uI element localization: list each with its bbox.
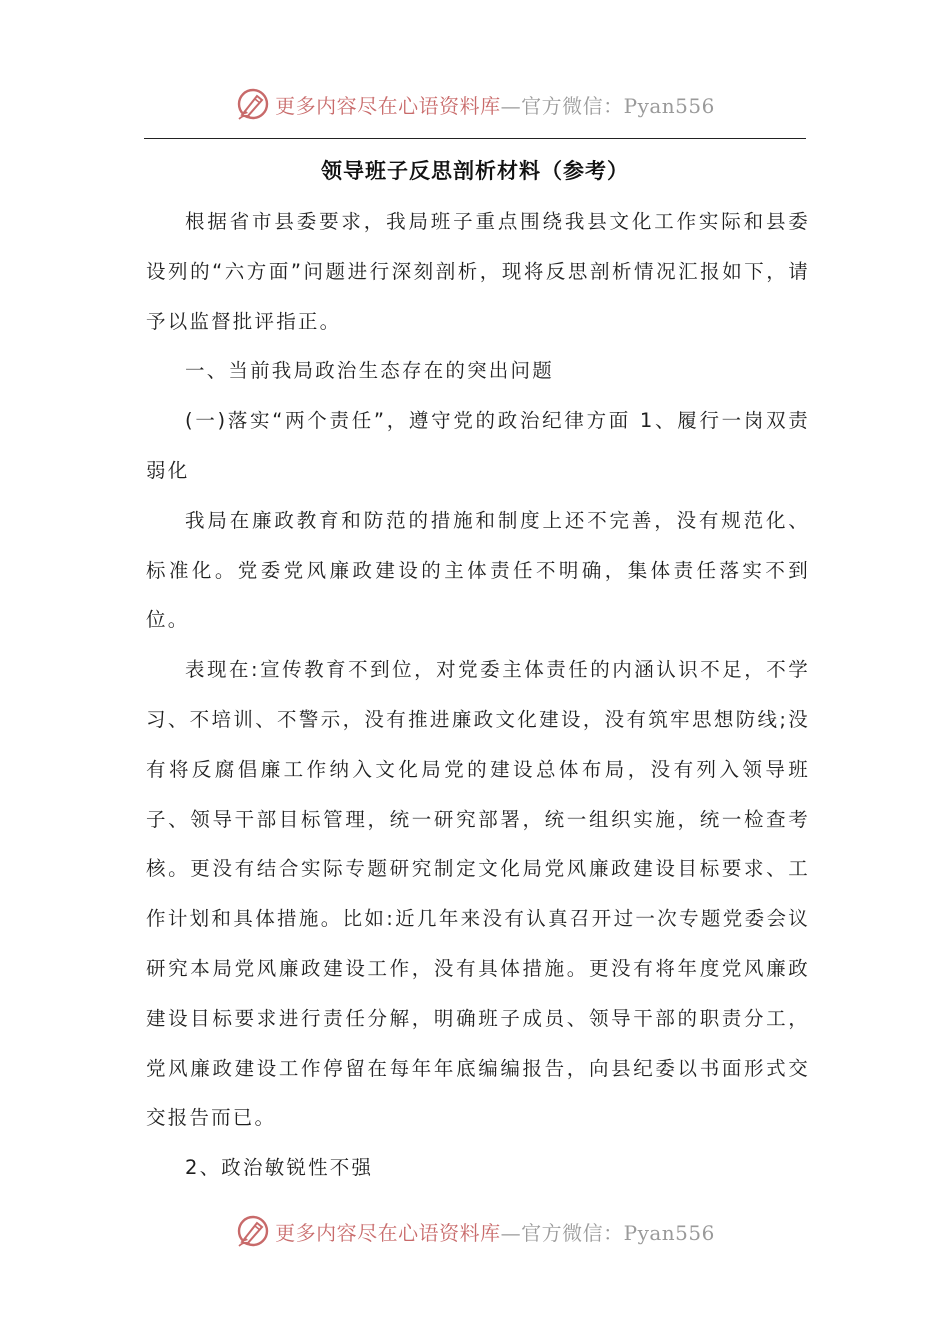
pen-logo-icon <box>235 1213 271 1249</box>
item-heading-2: 2、政治敏锐性不强 <box>185 1156 374 1180</box>
footer-watermark-text <box>275 1217 715 1246</box>
header-watermark-separator: — <box>500 93 522 118</box>
paragraph-problem-summary: 我局在廉政教育和防范的措施和制度上还不完善，没有规范化、标准化。党委党风廉政建设的主体责任不明确，集体责任落实不到位。 <box>146 508 810 632</box>
footer-watermark-separator: — <box>500 1220 522 1245</box>
header-watermark-banner <box>0 84 950 124</box>
footer-watermark-main: 更多内容尽在心语资料库 <box>275 1220 501 1245</box>
header-watermark-main: 更多内容尽在心语资料库 <box>275 93 501 118</box>
document-title: 领导班子反思剖析材料（参考） <box>321 159 629 183</box>
footer-watermark-contact: 官方微信：Pyan556 <box>521 1220 715 1245</box>
subsection-heading-1: (一)落实“两个责任”，遵守党的政治纪律方面 1、履行一岗双责弱化 <box>146 409 810 482</box>
section-heading-1: 一、当前我局政治生态存在的突出问题 <box>185 359 554 383</box>
pen-logo-icon <box>235 86 271 122</box>
header-watermark-text <box>275 90 715 119</box>
paragraph-manifestation: 表现在:宣传教育不到位，对党委主体责任的内涵认识不足，不学习、不培训、不警示，没有推进廉政文化建设，没有筑牢思想防线;没有将反腐倡廉工作纳入文化局党的建设总体布局，没有列入领导班子、领导干部目标管理，统一研究部署，统一组织实施，统一检查考核。更没有结合实际专题研究制定文化局党风廉政建设目标要求、工作计划和具体措施。比如:近几年来没有认真召开过一次专题党委会议研究本局党风廉政建设工作，没有具体措施。更没有将年度党风廉政建设目标要求进行责任分解，明确班子成员、领导干部的职责分工，党风廉政建设工作停留在每年年底编编报告，向县纪委以书面形式交交报告而已。 <box>146 658 810 1130</box>
document-body <box>146 197 810 1193</box>
header-watermark-contact: 官方微信：Pyan556 <box>521 93 715 118</box>
footer-watermark-banner <box>0 1211 950 1251</box>
paragraph-intro: 根据省市县委要求，我局班子重点围绕我县文化工作实际和县委设列的“六方面”问题进行深刻剖析，现将反思剖析情况汇报如下，请予以监督批评指正。 <box>146 210 810 333</box>
header-divider <box>144 138 806 139</box>
